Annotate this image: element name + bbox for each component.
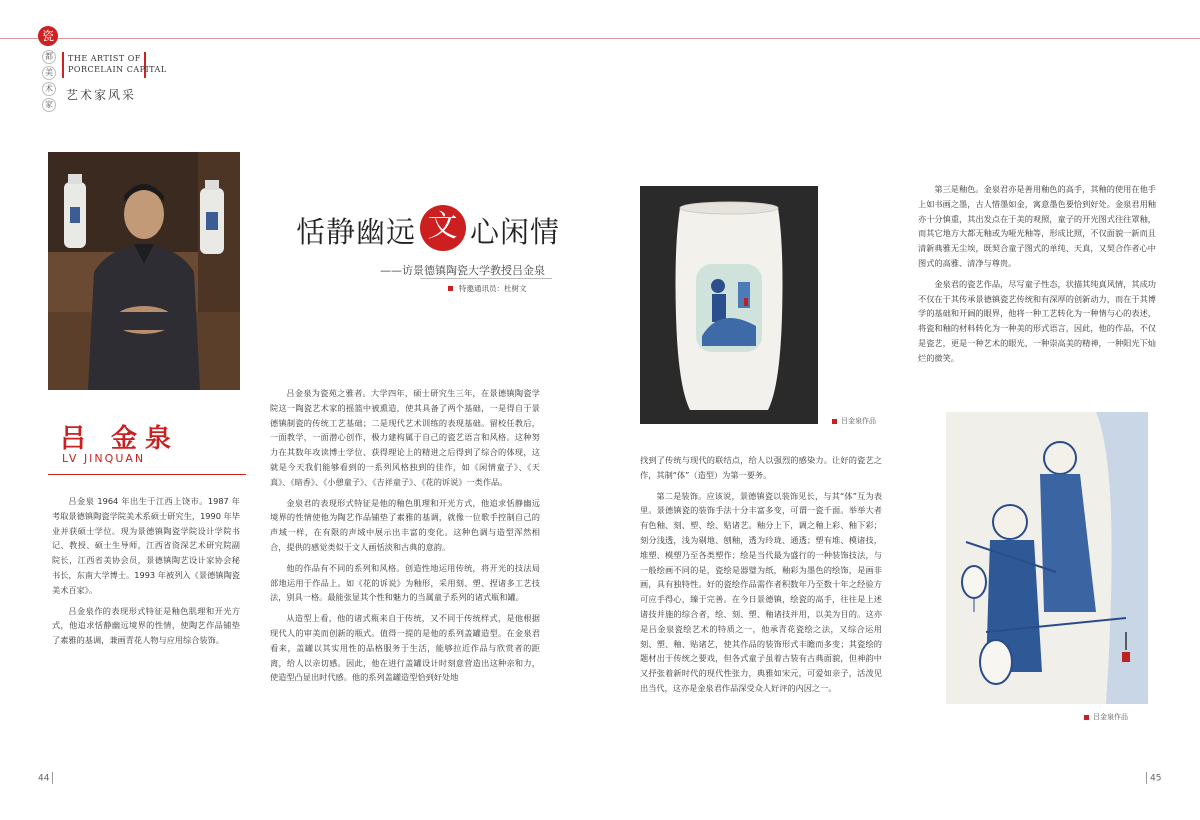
artist-name-en: LV JINQUAN <box>62 452 146 465</box>
bullet-square <box>448 286 453 291</box>
article-paragraph: 他的作品有不同的系列和风格。创造性地运用传统，将开光的技法局部地运用于作品上。如《花的诉说》为釉形，采用刻、塑、捏诸多工艺技法，别具一格。最能张显其个性和魅力的当属童子系列的诸式瓶和罐。 <box>270 562 540 603</box>
article-column-2 <box>640 453 882 702</box>
article-paragraph: 金泉君的表现形式特征是他的釉色肌理和开光方式，他追求恬静幽远境界的性情使他为陶艺作品铺垫了素雅的基调，就像一位歌手控制自己的声域一样，在有限的声域中展示出丰富的变化。这种色调与造型浑然相合，提供的感觉类似于文人画恬淡和古典的意韵。 <box>270 497 540 552</box>
article-paragraph: 从造型上看，他的诸式瓶来自于传统，又不同于传统样式，是他根据现代人的审美而创新的瓶式。值得一提的是他的系列盖罐造型。在金泉君看来，盖罐以其实用性的品格服务于生活，能够拉近作品与欣赏者的距离，给人以亲切感。因此，他在进行盖罐设计时刻意营造出这种亲和力，使造型凸显出时代感。他的系列盖罐造型恰到好处地 <box>270 613 540 683</box>
article-title <box>296 210 560 257</box>
vertical-char: 术 <box>42 82 56 96</box>
reporter-text: 特邀通讯员：杜树文 <box>459 284 527 293</box>
painting-caption <box>1084 712 1128 722</box>
page-number-text: 45 <box>1150 773 1162 784</box>
porcelain-painting-photo <box>946 412 1148 704</box>
bullet-square <box>1084 715 1089 720</box>
vase-artwork-photo <box>640 186 818 424</box>
name-rule <box>48 474 246 475</box>
vertical-char: 家 <box>42 98 56 112</box>
article-paragraph: 第三是釉色。金泉君亦是善用釉色的高手，其釉的使用在他手上如书画之墨，古人惜墨如金，寓意墨色要恰到好处。金泉君用釉亦十分慎重，其出发点在于美的观照，童子的开光图式往往罩釉，而其它地方大都无釉或为哑光釉等，形成比照，不仅面貌一新而且清新典雅无尘埃，既契合童子图式的单纯、天真，又契合作者心中图式的高雅、清净与尊贵。 <box>918 184 1156 268</box>
vase-caption <box>832 416 876 426</box>
artist-name-cn: 吕 金泉 <box>60 424 180 454</box>
title-part: 心闲情 <box>470 215 561 249</box>
reporter-credit <box>448 283 527 294</box>
painting-illustration <box>946 412 1148 704</box>
column-title-en-line2: PORCELAIN CAPITAL <box>68 65 167 74</box>
article-paragraph: 吕金泉为瓷苑之雅者。大学四年，硕士研究生三年，在景德镇陶瓷学院这一陶瓷艺术家的摇篮中被熏造，使其具备了两个基础，一是得自于景德镇制瓷的传统工艺基础；二是现代艺术训练的表现基础。留校任教后，一面教学，一面潜心创作，极力建构属于自己的瓷艺语言和风格。这种努力在其数年攻读博士学位、获得理论上的精进之后得到了综合的体现，这就是今天我们能够看到的一系列风格独到的佳作，如《闲情童子》、《天真》、《暗香》、《小憩童子》、《吉祥童子》、《花的诉说》一类作品。 <box>270 388 540 487</box>
title-part: 恬静幽远 <box>296 215 417 249</box>
caption-text: 吕金泉作品 <box>1093 713 1128 721</box>
page-number-right <box>1146 772 1161 784</box>
bio-paragraph: 吕金泉 1964 年出生于江西上饶市。1987 年考取景德镇陶瓷学院美术系硕士研究生，1990 年毕业并获硕士学位。现为景德镇陶瓷学院设计学院书记、教授、硕士生导师，江西省资深艺术研究院副院长，江西省美协会员，景德镇陶艺设计家协会秘书长，东南大学博士。1993 年被列入《景德镇陶瓷美术百家》。 <box>52 496 240 595</box>
article-subtitle: ——访景德镇陶瓷大学教授吕金泉 <box>380 264 545 277</box>
page-number-bar <box>52 772 53 784</box>
artist-bio <box>52 494 240 654</box>
article-column-1 <box>270 386 540 691</box>
portrait-illustration <box>48 152 240 390</box>
subtitle-rule <box>420 278 552 279</box>
article-paragraph: 第二是装饰。应该说，景德镇瓷以装饰见长，与其“体”互为表里。景德镇瓷的装饰手法十分丰富多变，可谓一瓷千面。举举大者有色釉、刻、塑、绘、贴诸艺。釉分上下，调之釉上彩、釉下彩；刻分浅透，浅为剔地、刨釉，透为玲珑、通透；塑有堆、模诸技，堆塑、模塑乃至各类塑作；绘是当代最为盛行的一种装饰技法，与一般绘画不同的是，瓷绘是器璧为纸，釉彩为墨色的绘饰，是画非画，具有独特性。好的瓷绘作品需作者积数年乃至数十年之经验方可应手得心，臻于完善。在今日景德镇，绘瓷的高手，往往是上述诸技并施的综合者，绘、刻、塑、釉诸技并用，以美为目的。这亦是吕金泉瓷绘艺术的特质之一，他承青花瓷绘之法，又综合运用刻、塑、釉、贴诸艺，使其作品的装饰形式丰瞻而多变；其瓷绘的题材出于传统之要戏，但各式童子虽着古装有古典面貌，但神韵中又抒张着新时代的现代性张力，典雅如宋元，可爱如亲子，活泼见出当代，这亦是金泉君作品深受众人好评的内因之一。 <box>640 490 882 693</box>
column-title-en-line1: THE ARTIST OF <box>68 54 141 63</box>
title-highlight-char: 文 <box>420 205 466 251</box>
caption-text: 吕金泉作品 <box>841 417 876 425</box>
article-paragraph: 金泉君的瓷艺作品，尽写童子性态，状描其纯真风情，其成功不仅在于其传承景德镇瓷艺传统和有深厚的创新动力，而在于其博学的基础和开阔的眼界，他将一种工艺转化为一种情与心的表述，将瓷和釉的材料转化为一种美的形式语言，因此，他的作品，不仅是瓷艺，更是一种艺术的眼光，一种崇高美的精神，一种阳光下灿烂的微笑。 <box>918 278 1156 363</box>
article-column-3 <box>918 182 1156 372</box>
article-paragraph: 找到了传统与现代的联结点，给人以强烈的感染力。让好的瓷艺之作，其制“体”（造型）为第一要务。 <box>640 455 882 480</box>
page-number-bar <box>1146 772 1147 784</box>
seal-logo: 瓷 <box>38 26 58 46</box>
vertical-char: 美 <box>42 66 56 80</box>
page-number-left <box>38 772 53 784</box>
page-number-text: 44 <box>38 773 50 784</box>
vertical-column-label <box>42 50 54 114</box>
bio-paragraph: 吕金泉作的表现形式特征是釉色肌理和开光方式，他追求恬静幽远境界的性情，使陶艺作品铺垫了素雅的基调，兼画青花人物与应用综合装饰。 <box>52 605 240 646</box>
column-title-en <box>68 53 167 75</box>
artist-portrait <box>48 152 240 390</box>
column-title-cn: 艺术家风采 <box>66 88 137 102</box>
bullet-square <box>832 419 837 424</box>
header-rule <box>0 38 1200 39</box>
vertical-char: 都 <box>42 50 56 64</box>
vase-illustration <box>640 186 818 424</box>
